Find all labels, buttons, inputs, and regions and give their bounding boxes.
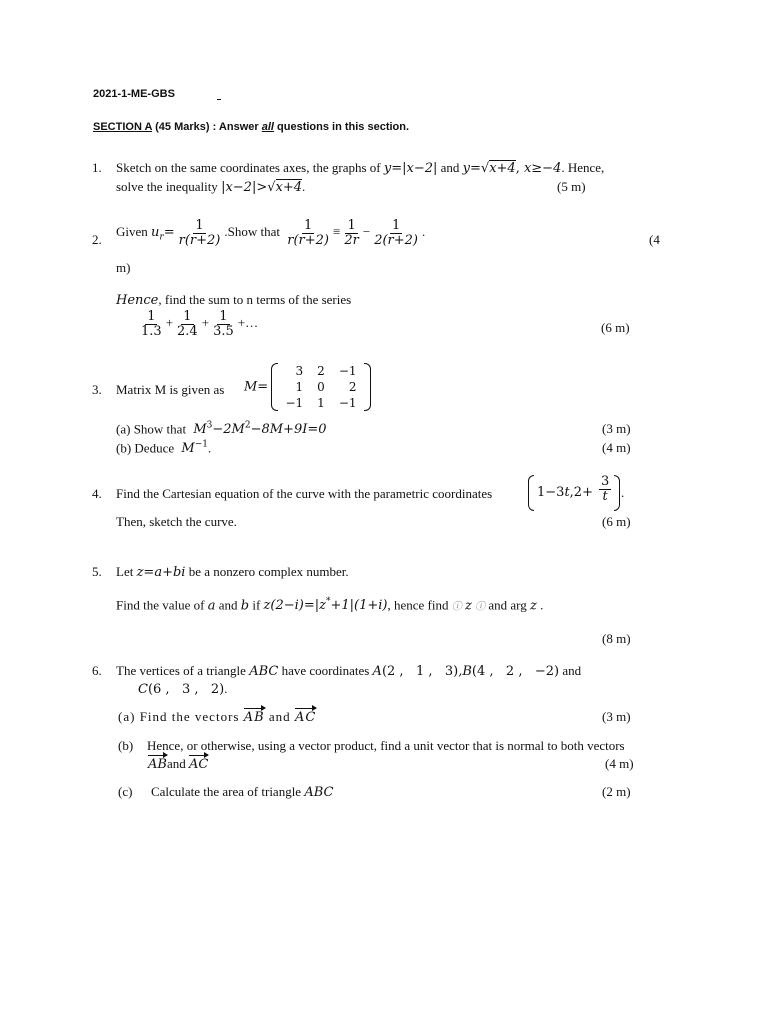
- matrix-row: [278, 379, 363, 395]
- q2-lhs-fraction: $\frac{1}{r(r+2)}$: [287, 218, 329, 248]
- q5-and-arg: and arg: [488, 597, 527, 613]
- q1-and: and: [440, 160, 460, 175]
- q3a-text: Show that: [133, 421, 187, 437]
- q5-a: a: [207, 598, 216, 614]
- q1-graph2: y=√x+4, x≥−4: [462, 161, 562, 176]
- matrix-cell: −1: [285, 396, 304, 410]
- q3a-equation: $M^3-2M^2-8M+9I=0$: [193, 421, 327, 438]
- q2-term3: $\frac{1}{3.5}$: [213, 309, 234, 339]
- q6c-label: (c): [118, 784, 133, 799]
- q2-given: Given: [116, 224, 148, 240]
- q5-number: 5.: [92, 564, 102, 579]
- q6-line1: [116, 663, 581, 679]
- q4-fraction: $\frac{3}{t}$: [601, 474, 610, 504]
- q2-marks-b: m): [116, 260, 131, 275]
- q6b-text: Hence, or otherwise, using a vector product, find a unit vector that is normal to both vectors: [147, 738, 625, 753]
- q4-number: 4.: [92, 486, 102, 501]
- q2-line1: Given $u_r=$ $\frac{1}{r(r+2)}$ .Show that $\frac{1}{r(r+2)}$ ≡ $\frac{1}{2r}$ − $\frac{1}{2(r+2)}$ .: [116, 218, 426, 248]
- q6b-and: and: [166, 756, 186, 771]
- q6-have: have coordinates: [281, 663, 370, 678]
- q4-left-paren: [528, 475, 534, 511]
- q6-number: 6.: [92, 663, 102, 678]
- q1-inequality-text: solve the inequality: [116, 179, 218, 194]
- q3b-text: Deduce: [134, 440, 175, 456]
- q6-point-a: A(2 , 1 , 3),B(4 , 2 , −2): [372, 664, 560, 679]
- section-marks: (45 Marks) : Answer: [155, 121, 259, 133]
- matrix-cell: 2: [317, 364, 325, 378]
- matrix-left-paren: [271, 363, 278, 411]
- section-label: SECTION A: [93, 121, 153, 133]
- q6-and: and: [562, 663, 582, 678]
- q5-line2: Find the value of a and b if z(2−i)=|z*+1|(1+i), hence find ⓘ z ⓘ and arg z .: [116, 597, 544, 614]
- q5-if: if: [252, 597, 261, 613]
- q6a-label: (a): [118, 709, 136, 724]
- q6-c-coords: C(6 , 3 , 2): [138, 682, 225, 697]
- q5-and: and: [218, 597, 238, 613]
- q1-hence: . Hence,: [561, 160, 605, 175]
- q6c-text: Calculate the area of triangle: [150, 784, 302, 799]
- q5-modulus-left-glyph: ⓘ: [451, 601, 462, 613]
- q5-arg-z: z: [530, 598, 537, 614]
- q2-term1: $\frac{1}{1.3}$: [141, 309, 162, 339]
- q6a-text: Find the vectors: [139, 709, 240, 724]
- q3-matrix: [271, 363, 370, 411]
- matrix-cell: 1: [295, 380, 304, 394]
- section-all: all: [261, 121, 274, 133]
- q5-line1: [116, 564, 349, 580]
- q5-hence: , hence find: [387, 597, 449, 613]
- q6c-abc: ABC: [304, 785, 334, 800]
- q4-param: 1−3t,2+: [537, 485, 593, 500]
- q2-hence: Hence: [116, 293, 159, 308]
- q5-let: Let: [116, 564, 134, 579]
- q2-ur: $u_r=$: [151, 225, 175, 243]
- q3a-label: (a): [116, 421, 131, 437]
- q6b-vector-ab: AB: [148, 757, 167, 772]
- q3-number: 3.: [92, 382, 102, 397]
- q3-m-eq: M=: [244, 379, 269, 395]
- matrix-row: [278, 363, 363, 379]
- q2-number: 2.: [92, 232, 102, 247]
- q6b-line2: [148, 756, 208, 772]
- q1-line2: solve the inequality |x−2|>√x+4.: [116, 179, 306, 195]
- q5-modulus-right-glyph: ⓘ: [475, 601, 486, 613]
- q5-equation: z(2−i)=|z*+1|(1+i): [263, 597, 388, 614]
- q2-hence-line: [116, 292, 351, 308]
- q3a-line: [116, 421, 327, 437]
- matrix-cell: 2: [348, 380, 357, 394]
- q1-text: Sketch on the same coordinates axes, the graphs of: [116, 160, 381, 175]
- q6a-and: and: [268, 709, 291, 724]
- q6-abc: ABC: [249, 664, 279, 679]
- q2-series-text: , find the sum to n terms of the series: [158, 292, 352, 307]
- q4-marks: (6 m): [602, 514, 631, 529]
- q4-then: Then, sketch the curve.: [116, 514, 237, 529]
- matrix-row: [278, 395, 363, 411]
- header-dash: [217, 99, 221, 100]
- q1-marks: (5 m): [557, 179, 586, 194]
- matrix-cell: 1: [317, 396, 325, 410]
- matrix-cell: −1: [338, 396, 357, 410]
- q5-b: b: [240, 598, 250, 614]
- q1-inequality: |x−2|>√x+4: [221, 180, 302, 195]
- q2-term2: $\frac{1}{2.4}$: [177, 309, 198, 339]
- paper-code: 2021-1-ME-GBS: [93, 88, 175, 100]
- q5-rest: be a nonzero complex number.: [188, 564, 349, 579]
- q3b-label: (b): [116, 440, 132, 456]
- q3-text: Matrix M is given as: [116, 382, 225, 397]
- q2-series: $\frac{1}{1.3}$ + $\frac{1}{2.4}$ + $\frac{1}{3.5}$ +…: [141, 309, 259, 339]
- q2-show: .Show that: [224, 224, 280, 240]
- q6c-line: [118, 784, 333, 800]
- matrix-cell: 0: [317, 380, 325, 394]
- q6a-vector-ab: AB: [243, 710, 265, 725]
- q6-text: The vertices of a triangle: [116, 663, 246, 678]
- q5-z: z: [465, 598, 472, 614]
- q6-point-c: C(6 , 3 , 2).: [138, 681, 228, 697]
- q6c-marks: (2 m): [602, 784, 631, 799]
- q4-right-paren: [614, 475, 620, 511]
- q6a-line: [118, 709, 316, 725]
- q6a-marks: (3 m): [602, 709, 631, 724]
- q2-rhs-fraction2: $\frac{1}{2(r+2)}$: [374, 218, 418, 248]
- q5-find: Find the value of: [116, 597, 205, 613]
- q3a-marks: (3 m): [602, 421, 631, 436]
- matrix-right-paren: [364, 363, 371, 411]
- q6a-vector-ac: AC: [294, 710, 317, 725]
- q3b-line: (b) Deduce $M^{-1}$.: [116, 440, 212, 457]
- q1-line1: [116, 160, 604, 176]
- q2-marks-a: (4: [649, 232, 660, 247]
- q1-graph1: y=|x−2|: [383, 161, 438, 176]
- q1-number: 1.: [92, 160, 102, 175]
- q2-rhs-fraction1: $\frac{1}{2r}$: [344, 218, 359, 248]
- q3b-marks: (4 m): [602, 440, 631, 455]
- q6b-marks: (4 m): [605, 756, 634, 771]
- matrix-cell: 3: [295, 364, 304, 378]
- q5-marks: (8 m): [602, 631, 631, 646]
- q2-marks2: (6 m): [601, 320, 630, 335]
- section-rest: questions in this section.: [277, 121, 410, 133]
- matrix-cell: −1: [338, 364, 357, 378]
- q4-text: Find the Cartesian equation of the curve with the parametric coordinates: [116, 486, 493, 501]
- q2-ur-fraction: $\frac{1}{r(r+2)}$: [178, 218, 221, 248]
- q5-z-def: z=a+bi: [136, 565, 186, 580]
- q3-matrix-expression: [244, 363, 371, 411]
- q3b-inverse: $M^{-1}$: [181, 440, 208, 457]
- q6b-label: (b): [118, 738, 134, 753]
- q6b-vector-ac: AC: [188, 757, 209, 772]
- section-heading: [93, 121, 409, 133]
